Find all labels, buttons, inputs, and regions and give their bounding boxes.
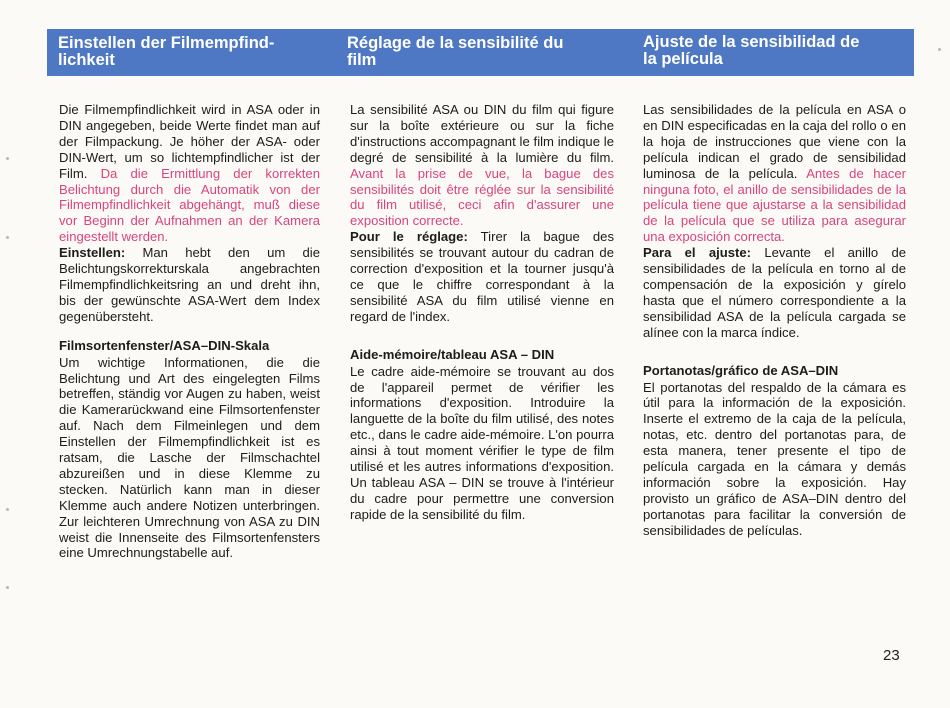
spanish-section-title [643,29,908,76]
french-subheading: Aide-mémoire/tableau ASA – DIN [350,346,555,362]
french-note: Avant la prise de vue, la bague des sensibilités doit être réglée sur la sensibilité du film utilisé, ceci afin d'assurer une exposition correcte. [350,165,614,229]
german-body: Um wichtige Informationen, die die Belichtung und Art des eingelegten Films betreffen, ständig vor Augen zu haben, weist die Kamerarückwand eine Filmsortenfenster auf. Nach dem Filmeinlegen und dem Einstellen der Filmempfindlichkeit ist es ratsam, die Lasche der Filmschachtel abzureißen und in diese Klemme zu stecken. Natürlich kann man in dieser Klemme auch andere Notizen unterbringen. Zur leichteren Umrechnung von ASA zu DIN weist die Innenseite des Filmsortenfensters eine Umrechnungstabelle auf. [59,354,320,561]
french-title-line-1: Réglage de la sensibilité du [347,34,564,52]
spanish-setting-paragraph [643,245,906,340]
spanish-setting-label: Para el ajuste: [643,245,752,261]
french-intro: La sensibilité ASA ou DIN du film qui figure sur la boîte extérieure ou sur la fiche d'instructions accompagnant le film indique le degré de sensibilité à la lumière du film. Avant la prise de vue, la bague des sensibilités doit être réglée sur la sensibilité du film utilisé, ceci afin d'assurer une exposition correcte. [350,102,614,229]
german-note: Da die Ermittlung der korrekten Belichtung durch die Automatik von der Filmempfindlichkeit abgehängt, muß diese vor Beginn der Aufnahmen an der Kamera eingestellt werden. [59,165,320,245]
german-setting-label: Einstellen: [59,245,126,261]
german-section-title [58,29,328,76]
spanish-column [643,102,906,539]
french-section-title [347,29,617,76]
german-title-line-2: lichkeit [58,51,115,69]
german-subheading: Filmsortenfenster/ASA–DIN-Skala [59,337,270,353]
spanish-note: Antes de hacer ninguna foto, el anillo de sensibilidades de la película tiene que ajustarse a la sensibilidad de la película que se utiliza para asegurar una exposición correcta. [643,165,906,245]
spanish-setting-text: Levante el anillo de sensibilidades de la película en torno al de compensación de la exposición y gírelo hasta que el número correspondiente a la sensibilidad ASA de la película cargada se alínee con la marca índice. [643,245,907,340]
margin-speck [6,508,9,511]
margin-speck [6,586,9,589]
french-title-line-2: film [347,51,377,69]
german-setting-text: Man hebt den um die Belichtungskorrekturskala angebrachten Filmempfindlichkeitsring an und dreht ihn, bis der gewünschte ASA-Wert dem Index gegenübersteht. [59,245,320,324]
spanish-subheading: Portanotas/gráfico de ASA–DIN [643,362,839,378]
french-column [350,102,614,523]
german-setting-paragraph [59,245,320,325]
german-intro: Die Filmempfindlichkeit wird in ASA oder in DIN angegeben, beide Werte findet man auf der Filmpackung. Je höher der ASA- oder DIN-Wert, um so lichtempfindlicher ist der Film. Da die Ermittlung der korrekten Belichtung durch die Automatik von der Filmempfindlichkeit abgehängt, muß diese vor Beginn der Aufnahmen an der Kamera eingestellt werden. [59,102,320,245]
page-number: 23 [883,647,900,664]
spanish-title-line-2: la película [643,50,723,68]
german-title-line-1: Einstellen der Filmempfind- [58,34,275,52]
french-setting-text: Tirer la bague des sensibilités se trouvant autour du cadran de correction d'exposition et la tourner jusqu'à ce que le chiffre correspondant à la sensibilité ASA du film utilisé vienne en regard de l'index. [350,229,614,324]
spanish-title-line-1: Ajuste de la sensibilidad de [643,33,860,51]
section-header-band [47,29,914,76]
spanish-intro: Las sensibilidades de la película en ASA o en DIN especificadas en la caja del rollo o en la hoja de instrucciones que viene con la película indican el grado de sensibilidad luminosa de la película. Antes de hacer ninguna foto, el anillo de sensibilidades de la película tiene que ajustarse a la sensibilidad de la película que se utiliza para asegurar una exposición correcta. [643,102,906,245]
french-body: Le cadre aide-mémoire se trouvant au dos de l'appareil permet de vérifier les informations d'exposition. Introduire la languette de la boîte du film utilisé, des notes etc., dans le cadre aide-mémoire. L'on pourra ainsi à tout moment vérifier le type de film utilisé et les autres informations d'exposition. Un tableau ASA – DIN se trouve à l'intérieur du cadre pour permettre une conversion rapide de la sensibilité du film. [350,363,614,522]
margin-speck [938,48,941,51]
french-setting-label: Pour le réglage: [350,229,468,245]
margin-speck [6,157,9,160]
french-setting-paragraph [350,229,614,324]
german-column [59,102,320,561]
margin-speck [6,236,9,239]
spanish-body: El portanotas del respaldo de la cámara es útil para la información de la exposición. Inserte el extremo de la caja de la película, notas, etc. dentro del portanotas para, de esta manera, tener presente el tipo de película cargada en la cámara y demás información sobre la exposición. Hay provisto un gráfico de ASA–DIN dentro del portanotas para facilitar la conversión de sensibilidades de películas. [643,379,906,538]
